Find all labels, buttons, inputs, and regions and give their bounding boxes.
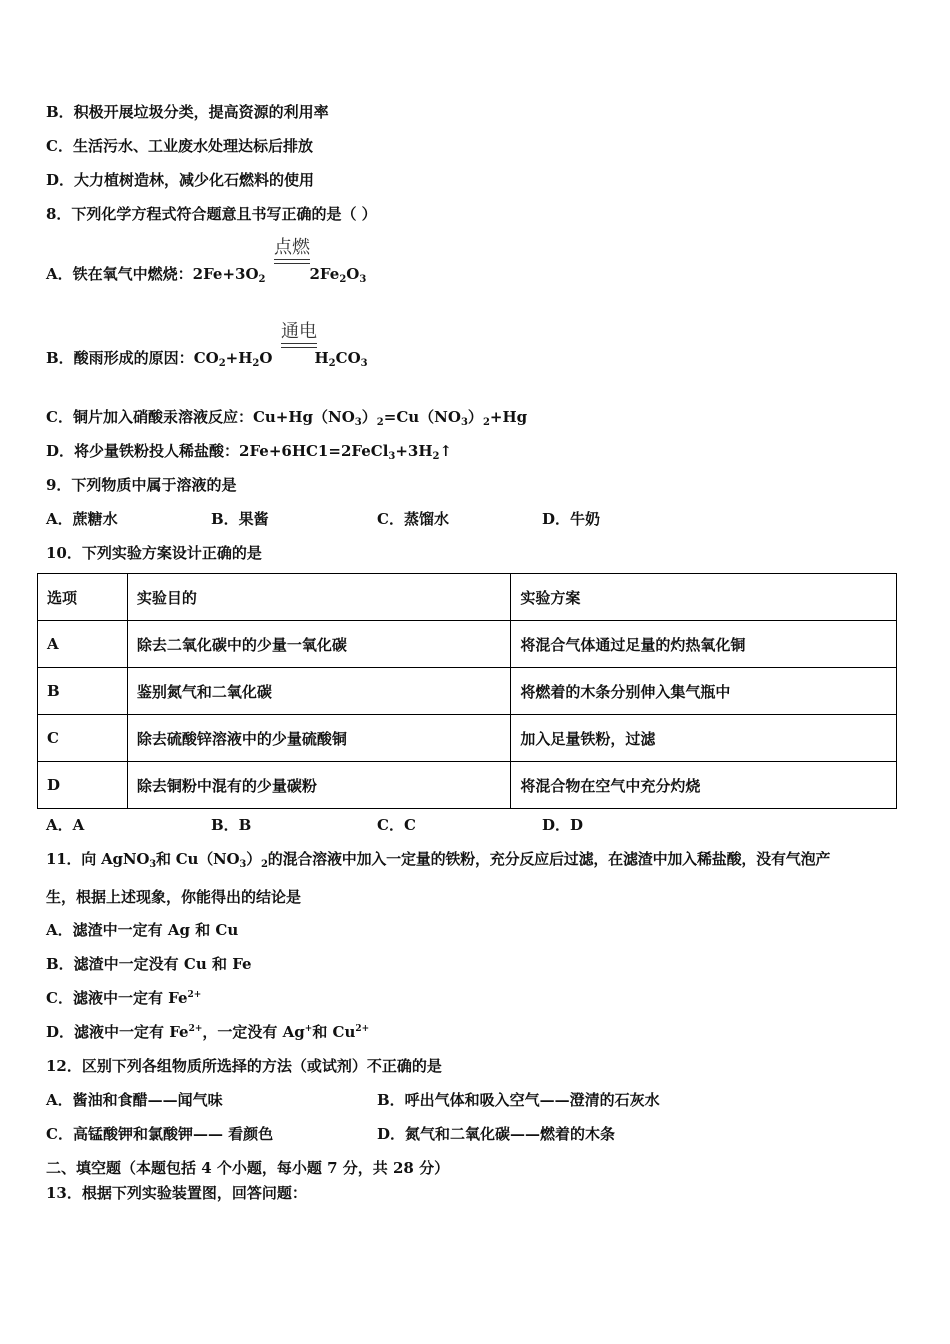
q11-option-d: D．滤液中一定有 $Fe^{2+}$，一定没有 Ag+和 $Cu^{2+}$ xyxy=(46,1023,370,1041)
q8-stem: 8．下列化学方程式符合题意且书写正确的是（ ） xyxy=(46,205,377,223)
q10-table xyxy=(37,573,897,809)
q8-option-a: A．铁在氧气中燃烧：$2Fe+3O_2$ $2Fe_2O_3$ xyxy=(46,265,367,285)
q12-option-d: D．氮气和二氧化碳——燃着的木条 xyxy=(377,1125,616,1143)
q9-option-c: C．蒸馏水 xyxy=(377,510,449,528)
table-header-row xyxy=(38,574,897,621)
q7-option-c: C．生活污水、工业废水处理达标后排放 xyxy=(46,137,313,155)
q8-option-b: B．酸雨形成的原因：$CO_2+H_2O$ $H_2CO_3$ xyxy=(46,349,368,369)
q13-stem: 13．根据下列实验装置图，回答问题： xyxy=(46,1184,307,1202)
q9-option-a: A．蔗糖水 xyxy=(46,510,118,528)
section-heading: 二、填空题（本题包括 4 个小题，每小题 7 分，共 28 分） xyxy=(46,1159,450,1177)
table-header-cell: 选项 xyxy=(38,574,128,621)
table-cell: 鉴别氮气和二氧化碳 xyxy=(127,668,511,715)
gas-arrow-icon: ↑ xyxy=(439,442,453,460)
q11-stem-line2: 生，根据上述现象，你能得出的结论是 xyxy=(46,888,302,906)
table-cell: 除去二氧化碳中的少量一氧化碳 xyxy=(127,621,511,668)
q7-option-d: D．大力植树造林，减少化石燃料的使用 xyxy=(46,171,315,189)
table-cell: 将燃着的木条分别伸入集气瓶中 xyxy=(511,668,897,715)
table-cell: 将混合气体通过足量的灼热氧化铜 xyxy=(511,621,897,668)
q12-option-c: C．高锰酸钾和氯酸钾—— 看颜色 xyxy=(46,1125,274,1143)
table-cell: D xyxy=(38,762,128,809)
q11-option-c: C．滤液中一定有 $Fe^{2+}$ xyxy=(46,989,202,1007)
q12-option-b: B．呼出气体和吸入空气——澄清的石灰水 xyxy=(377,1091,660,1109)
table-cell: C xyxy=(38,715,128,762)
q8b-equals-sign xyxy=(281,343,317,348)
q11-stem: 11．向 AgNO$_3$和 $Cu(NO_3)_2$的混合溶液中加入一定量的铁粉，充分反应后过滤，在滤渣中加入稀盐酸，没有气泡产 xyxy=(46,850,831,870)
table-row xyxy=(38,668,897,715)
table-cell: 将混合物在空气中充分灼烧 xyxy=(511,762,897,809)
table-cell: 除去硫酸锌溶液中的少量硫酸铜 xyxy=(127,715,511,762)
q10-option-c: C．C xyxy=(377,816,416,834)
table-row xyxy=(38,715,897,762)
q9-stem: 9．下列物质中属于溶液的是 xyxy=(46,476,237,494)
table-cell: B xyxy=(38,668,128,715)
table-cell: 除去铜粉中混有的少量碳粉 xyxy=(127,762,511,809)
q9-option-b: B．果酱 xyxy=(211,510,269,528)
q10-option-a: A．A xyxy=(46,816,85,834)
table-header-cell: 实验目的 xyxy=(127,574,511,621)
q8b-condition-label: 通电 xyxy=(281,321,317,342)
q8a-condition-label: 点燃 xyxy=(274,237,310,258)
q8-option-d: D．将少量铁粉投人稀盐酸：$2Fe+6HC1=2FeCl_3+3H_2↑$ xyxy=(46,442,453,462)
q7-option-b: B．积极开展垃圾分类，提高资源的利用率 xyxy=(46,103,329,121)
q11-option-b: B．滤渣中一定没有 Cu 和 Fe xyxy=(46,955,252,973)
table-cell: 加入足量铁粉，过滤 xyxy=(511,715,897,762)
table-row xyxy=(38,762,897,809)
q9-option-d: D．牛奶 xyxy=(542,510,601,528)
q10-option-b: B．B xyxy=(211,816,252,834)
q10-option-d: D．D xyxy=(542,816,584,834)
q12-stem: 12．区别下列各组物质所选择的方法（或试剂）不正确的是 xyxy=(46,1057,442,1075)
q11-option-a: A．滤渣中一定有 Ag 和 Cu xyxy=(46,921,239,939)
table-cell: A xyxy=(38,621,128,668)
q8-option-c: C．铜片加入硝酸汞溶液反应：$Cu+Hg(NO_3)_2=Cu(NO_3)_2+Hg$ xyxy=(46,408,528,428)
q12-option-a: A．酱油和食醋——闻气味 xyxy=(46,1091,223,1109)
q8a-equals-sign xyxy=(274,259,310,264)
q10-stem: 10．下列实验方案设计正确的是 xyxy=(46,544,262,562)
table-row xyxy=(38,621,897,668)
table-header-cell: 实验方案 xyxy=(511,574,897,621)
